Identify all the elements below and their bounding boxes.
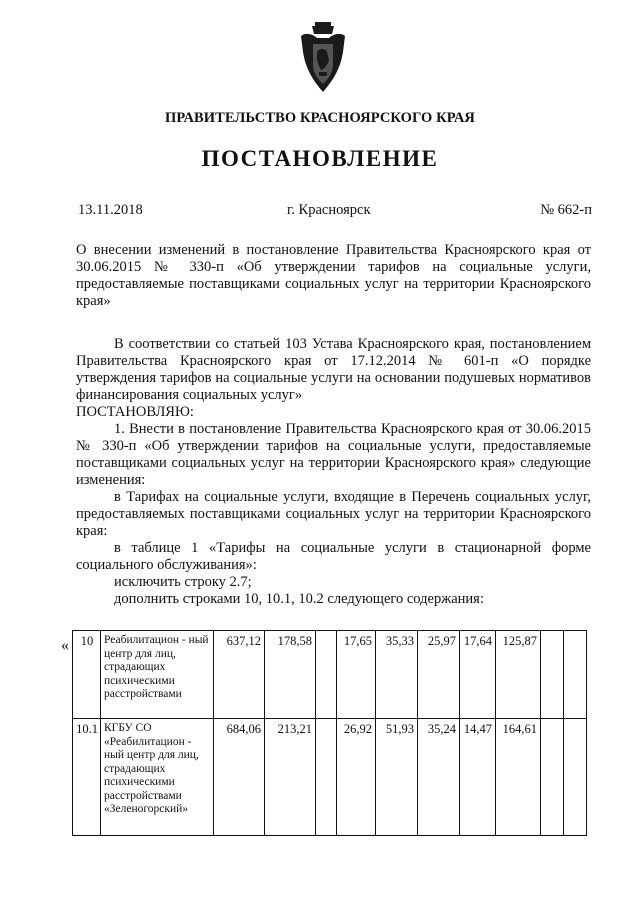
tariff-table xyxy=(72,630,587,836)
document-city: г. Красноярск xyxy=(287,202,371,218)
table-open-quote: « xyxy=(61,637,69,654)
document-subject xyxy=(76,242,591,310)
row-value: 35,33 xyxy=(376,631,418,719)
row-value: 17,64 xyxy=(460,631,496,719)
document-body xyxy=(76,336,591,608)
subject-text: О внесении изменений в постановление Правительства Красноярского края от 30.06.2015 № 330-п «Об утверждении тарифов на социальные услуги, предоставляемые поставщиками социальных услуг на территории Красноярского края» xyxy=(76,242,591,309)
preamble-paragraph: В соответствии со статьей 103 Устава Красноярского края, постановлением Правительства Красноярского края от 17.12.2014 № 601-п «О порядке утверждения тарифов на социальные услуги на основании подушевых нормативов финансирования социальных услуг» xyxy=(76,336,591,403)
row-value xyxy=(541,631,564,719)
row-name: КГБУ СО «Реабилитацион - ный центр для лиц, страдающих психическими расстройствами «Зеленогорский» xyxy=(101,719,214,836)
row-number: 10.1 xyxy=(73,719,101,836)
document-title: ПОСТАНОВЛЕНИЕ xyxy=(201,146,439,171)
row-value: 17,65 xyxy=(337,631,376,719)
subitem-exclude-paragraph: исключить строку 2.7; xyxy=(114,574,252,590)
subitem-add-paragraph: дополнить строками 10, 10.1, 10.2 следующего содержания: xyxy=(114,591,484,607)
row-value: 35,24 xyxy=(418,719,460,836)
organization-name: ПРАВИТЕЛЬСТВО КРАСНОЯРСКОГО КРАЯ xyxy=(164,110,475,126)
subitem-table1-paragraph: в таблице 1 «Тарифы на социальные услуги в стационарной форме социального обслуживания»: xyxy=(76,540,591,573)
row-value: 164,61 xyxy=(496,719,541,836)
row-value xyxy=(564,631,587,719)
row-value: 684,06 xyxy=(214,719,265,836)
row-value: 213,21 xyxy=(265,719,316,836)
row-value: 637,12 xyxy=(214,631,265,719)
row-value: 25,97 xyxy=(418,631,460,719)
row-value: 51,93 xyxy=(376,719,418,836)
row-value xyxy=(316,719,337,836)
document-meta xyxy=(78,202,592,222)
row-value xyxy=(564,719,587,836)
row-number: 10 xyxy=(73,631,101,719)
row-value xyxy=(316,631,337,719)
table-row xyxy=(73,719,587,836)
row-value: 14,47 xyxy=(460,719,496,836)
row-value xyxy=(541,719,564,836)
row-value: 125,87 xyxy=(496,631,541,719)
subitem-tariffs-paragraph: в Тарифах на социальные услуги, входящие в Перечень социальных услуг, предоставляемых поставщиками социальных услуг на территории Красноярского края: xyxy=(76,489,591,539)
resolve-heading: ПОСТАНОВЛЯЮ: xyxy=(76,404,194,420)
item-1-paragraph: 1. Внести в постановление Правительства Красноярского края от 30.06.2015 № 330-п «Об утверждении тарифов на социальные услуги, предоставляемые поставщиками социальных услуг на территории Красноярского края» следующие изменения: xyxy=(76,421,591,488)
document-number: № 662-п xyxy=(540,202,592,218)
coat-of-arms-icon xyxy=(299,22,347,94)
document-date: 13.11.2018 xyxy=(78,202,143,218)
row-value: 26,92 xyxy=(337,719,376,836)
table-row xyxy=(73,631,587,719)
row-name: Реабилитацион - ный центр для лиц, страдающих психическими расстройствами xyxy=(101,631,214,719)
row-value: 178,58 xyxy=(265,631,316,719)
